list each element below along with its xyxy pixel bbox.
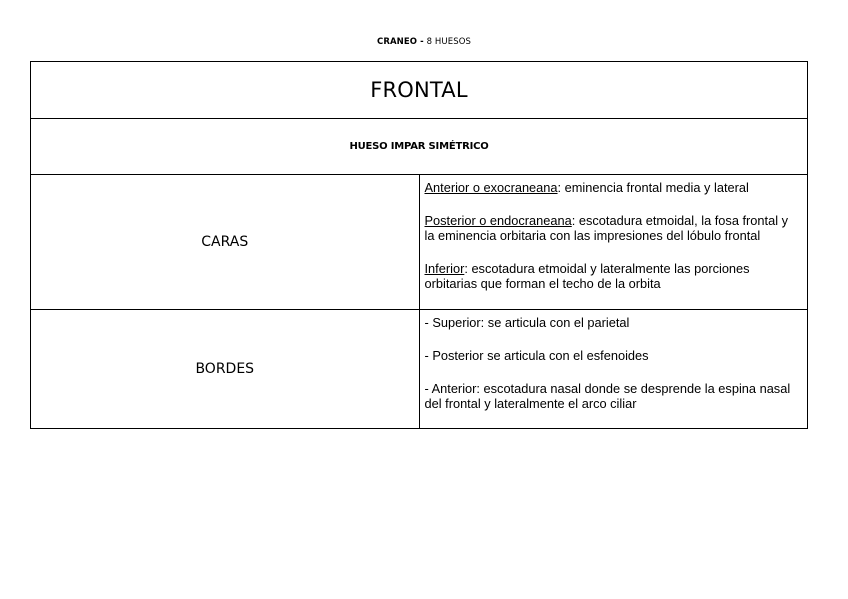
caras-content [419, 175, 808, 310]
header-rest: 8 HUESOS [426, 37, 471, 47]
cara-item [425, 180, 802, 195]
cara-item [425, 213, 802, 243]
cara-term: Anterior o exocraneana [424, 180, 558, 195]
header-bold: CRANEO - [377, 37, 424, 47]
cara-item [425, 261, 802, 291]
borde-item: - Superior: se articula con el parietal [424, 315, 630, 330]
bone-table [30, 61, 808, 429]
bone-title: FRONTAL [31, 62, 808, 119]
cara-term: Inferior [424, 261, 465, 276]
cara-text: : escotadura etmoidal, la fosa frontal y la eminencia orbitaria con las impresiones del lóbulo frontal [424, 213, 789, 243]
cara-text: : escotadura etmoidal y lateralmente las porciones orbitarias que forman el techo de la orbita [424, 261, 750, 291]
bordes-content [419, 310, 808, 429]
bordes-label: BORDES [31, 310, 420, 429]
borde-item: - Anterior: escotadura nasal donde se desprende la espina nasal del frontal y lateralmente el arco ciliar [424, 381, 791, 411]
cara-term: Posterior o endocraneana [424, 213, 572, 228]
subtitle-row [31, 119, 808, 175]
bone-subtitle: HUESO IMPAR SIMÉTRICO [31, 119, 808, 175]
document-header [0, 37, 848, 47]
borde-item: - Posterior se articula con el esfenoides [424, 348, 649, 363]
caras-row [31, 175, 808, 310]
caras-label: CARAS [31, 175, 420, 310]
title-row [31, 62, 808, 119]
bordes-row [31, 310, 808, 429]
cara-text: : eminencia frontal media y lateral [557, 180, 749, 195]
